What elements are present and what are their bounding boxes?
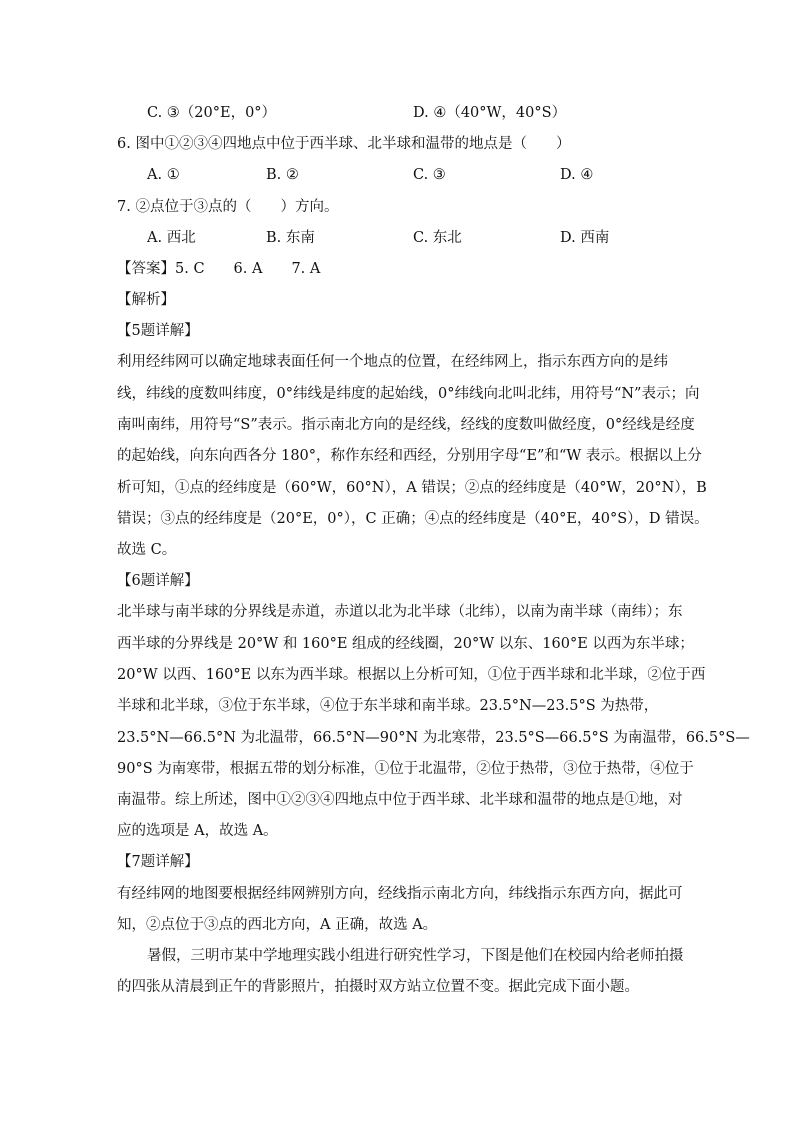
analysis-label: 【解析】 [117,292,175,308]
detail6-line: 90°S 为南寒带，根据五带的划分标准，①位于北温带，②位于热带，③位于热带，④位于 [117,761,694,777]
detail6-line: 23.5°N—66.5°N 为北温带，66.5°N—90°N 为北寒带，23.5°S—66.5°S 为南温带，66.5°S— [117,730,750,746]
detail6-line: 应的选项是 A，故选 A。 [117,823,278,839]
detail6-line: 20°W 以西、160°E 以东为西半球。根据以上分析可知，①位于西半球和北半球，②位于西 [117,667,706,683]
q7-option-c: C. 东北 [413,230,462,246]
q6-option-c: C. ③ [413,167,446,183]
q6-option-b: B. ② [266,167,299,183]
detail6-line: 北半球与南半球的分界线是赤道，赤道以北为北半球（北纬），以南为南半球（南纬）；东 [117,604,683,620]
answer-line: 【答案】5. C 6. A 7. A [117,261,321,277]
q7-stem: 7. ②点位于③点的（ ）方向。 [117,199,339,215]
detail7-label: 【7题详解】 [117,854,199,870]
detail5-line: 南叫南纬，用符号“S”表示。指示南北方向的是经线，经线的度数叫做经度，0°经线是经度 [117,417,695,433]
detail5-label: 【5题详解】 [117,323,199,339]
detail5-line: 利用经纬网可以确定地球表面任何一个地点的位置，在经纬网上，指示东西方向的是纬 [117,354,668,370]
detail5-line: 错误；③点的经纬度是（20°E，0°），C 正确；④点的经纬度是（40°E，40°S），D 错误。 [117,511,709,527]
detail6-label: 【6题详解】 [117,573,199,589]
q5-option-d: D. ④（40°W，40°S） [413,105,567,121]
q6-stem: 6. 图中①②③④四地点中位于西半球、北半球和温带的地点是（ ） [117,136,571,152]
q7-option-a: A. 西北 [147,230,196,246]
detail7-line: 有经纬网的地图要根据经纬网辨别方向，经线指示南北方向，纬线指示东西方向，据此可 [117,886,683,902]
detail7-line: 知，②点位于③点的西北方向，A 正确，故选 A。 [117,917,438,933]
detail6-line: 西半球的分界线是 20°W 和 160°E 组成的经线圈，20°W 以东、160°E 以西为东半球； [117,636,694,652]
detail5-line: 线，纬线的度数叫纬度，0°纬线是纬度的起始线，0°纬线向北叫北纬，用符号“N”表示；向 [117,386,700,402]
q6-option-d: D. ④ [560,167,594,183]
q5-option-c: C. ③（20°E，0°） [147,105,277,121]
intro-line: 暑假，三明市某中学地理实践小组进行研究性学习，下图是他们在校园内给老师拍摄 [147,948,684,964]
q6-option-a: A. ① [147,167,180,183]
detail5-line: 故选 C。 [117,542,177,558]
intro-line: 的四张从清晨到正午的背影照片，拍摄时双方站立位置不变。据此完成下面小题。 [117,979,639,995]
detail5-line: 析可知，①点的经纬度是（60°W，60°N），A 错误；②点的经纬度是（40°W，20°N），B [117,480,707,496]
detail6-line: 半球和北半球，③位于东半球，④位于东半球和南半球。23.5°N—23.5°S 为热带， [117,698,659,714]
detail6-line: 南温带。综上所述，图中①②③④四地点中位于西半球、北半球和温带的地点是①地，对 [117,792,683,808]
detail5-line: 的起始线，向东向西各分 180°，称作东经和西经，分别用字母“E”和“W 表示。根据以上分 [117,448,702,464]
q7-option-b: B. 东南 [266,230,315,246]
q7-option-d: D. 西南 [560,230,610,246]
